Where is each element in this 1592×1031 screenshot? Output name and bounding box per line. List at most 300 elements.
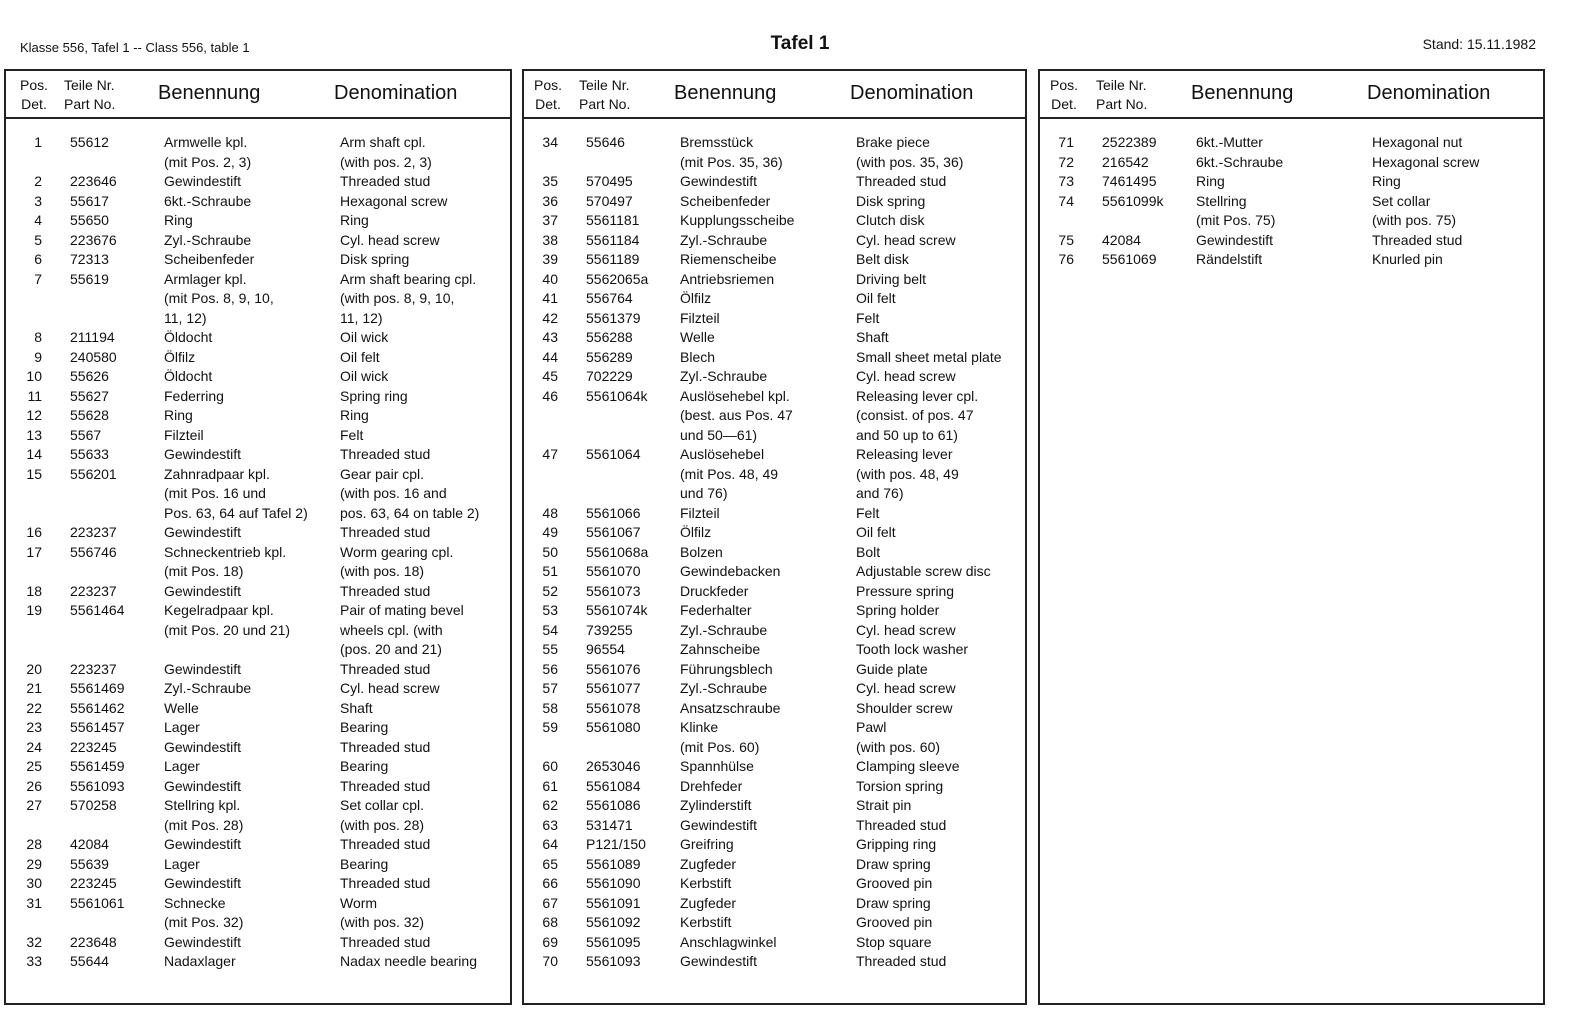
table-row [6,133,510,153]
part-cell: 5561086 [586,797,641,813]
benennung-cell: Blech [680,348,716,365]
part-cell: 7461495 [1102,173,1157,189]
pos-cell: 50 [542,543,558,560]
table-row [524,855,1025,875]
denomination-cell: Threaded stud [340,933,431,950]
pos-cell: 17 [26,543,42,560]
part-cell: 739255 [586,621,633,638]
part-cell: 570258 [70,797,117,813]
part-cell: 5561090 [586,875,641,891]
benennung-cell: 11, 12) [164,309,207,326]
table-row [6,718,510,738]
part-cell: 5561464 [70,602,125,618]
denomination-cell: Threaded stud [340,660,431,677]
benennung-cell: Filzteil [164,426,204,443]
part-cell: 223237 [70,660,117,677]
pos-cell: 18 [26,582,42,599]
denomination-cell: Bolt [856,543,881,560]
pos-cell: 25 [26,758,42,774]
benennung-cell: Zugfeder [680,894,737,911]
denomination-cell: Gripping ring [856,836,937,852]
benennung-cell: Drehfeder [680,777,743,794]
part-header: Teile Nr. Part No. [1096,77,1148,112]
table-row [524,231,1025,251]
benennung-cell: Kerbstift [680,875,732,891]
parts-panel-2 [522,69,1027,1005]
table-row [6,289,510,309]
denomination-cell: Releasing lever cpl. [856,387,979,404]
denomination-cell: Hexagonal screw [1372,153,1480,170]
part-cell: 5561077 [586,680,641,696]
part-cell: 5561181 [586,212,640,228]
page-title: Tafel 1 [770,33,830,54]
part-cell: 223245 [70,875,117,891]
denomination-cell: Set collar cpl. [340,797,425,813]
pos-cell: 76 [1058,251,1074,267]
table-row [6,406,510,426]
table-row [6,445,510,465]
panel-header [1040,71,1543,119]
benennung-cell: Auslösehebel kpl. [680,387,790,404]
part-cell: 5561084 [586,777,641,794]
part-cell: 5567 [70,426,102,443]
table-row [524,192,1025,212]
denomination-cell: 11, 12) [340,309,383,326]
part-cell: 556764 [586,290,633,306]
benennung-cell: Gewindestift [164,933,242,950]
table-row [524,153,1025,173]
part-cell: 55646 [586,134,625,150]
table-row [6,250,510,270]
denomination-cell: Grooved pin [856,914,933,930]
denomination-cell: Grooved pin [856,875,933,891]
denomination-cell: Small sheet metal plate [856,348,1002,365]
pos-cell: 19 [26,602,42,618]
table-row [1040,211,1543,231]
pos-cell: 8 [34,329,42,345]
pos-cell: 40 [542,270,558,287]
table-row [6,582,510,602]
table-row [6,211,510,231]
pos-cell: 16 [26,524,42,540]
denomination-cell: Spring ring [340,387,408,404]
benennung-cell: Ring [164,212,193,228]
denomination-cell: Felt [340,426,364,443]
pos-cell: 44 [542,348,558,365]
denomination-cell: Cyl. head screw [856,621,956,638]
part-cell: 5561078 [586,699,641,716]
benennung-cell: Zugfeder [680,855,737,872]
benennung-cell: Zahnscheibe [680,641,761,657]
pos-cell: 54 [542,621,558,638]
part-cell: 42084 [70,836,109,852]
denomination-cell: Draw spring [856,855,931,872]
benennung-cell: Kerbstift [680,914,732,930]
table-row [6,231,510,251]
table-row [524,894,1025,914]
pos-cell: 46 [542,387,558,404]
table-row [6,757,510,777]
benennung-cell: Armwelle kpl. [164,134,248,150]
pos-cell: 14 [26,446,42,462]
pos-cell: 10 [26,368,42,384]
table-row [6,796,510,816]
pos-cell: 21 [26,680,42,696]
denomination-cell: wheels cpl. (with [340,621,443,638]
denomination-cell: Threaded stud [340,173,431,189]
part-cell: 5561080 [586,719,641,735]
benennung-cell: Scheibenfeder [164,251,255,267]
part-cell: 42084 [1102,231,1141,248]
table-row [524,874,1025,894]
part-cell: 223676 [70,231,117,248]
part-cell: 55639 [70,855,109,872]
pos-cell: 35 [542,173,558,189]
table-row [524,270,1025,290]
benennung-cell: Druckfeder [680,582,749,599]
pos-cell: 24 [26,738,42,755]
part-cell: 5561184 [586,231,640,248]
part-cell: 211194 [70,329,115,345]
denomination-cell: Felt [856,504,880,521]
part-cell: 5561459 [70,758,125,774]
denomination-cell: Spring holder [856,602,940,618]
pos-cell: 51 [542,563,558,579]
benennung-cell: Ring [1196,173,1225,189]
table-row [6,309,510,329]
table-row [524,348,1025,368]
part-cell: P121/150 [586,836,646,852]
benennung-cell: Gewindestift [1196,231,1274,248]
denomination-cell: Set collar [1372,192,1431,209]
part-cell: 2653046 [586,758,641,774]
benennung-cell: (best. aus Pos. 47 [680,407,793,423]
denomination-cell: Disk spring [856,192,926,209]
part-cell: 55644 [70,953,109,969]
denomination-cell: Arm shaft bearing cpl. [340,270,477,287]
table-row [6,504,510,524]
table-row [524,933,1025,953]
part-cell: 5561067 [586,524,641,540]
pos-cell: 45 [542,368,558,384]
benennung-cell: Zyl.-Schraube [680,621,768,638]
table-row [524,328,1025,348]
benennung-cell: 6kt.-Schraube [1196,153,1284,170]
benennung-cell: Scheibenfeder [680,192,771,209]
denomination-cell: Bearing [340,855,389,872]
part-cell: 55650 [70,212,109,228]
table-row [524,640,1025,660]
table-row [524,484,1025,504]
part-cell: 55617 [70,192,109,209]
table-row [524,309,1025,329]
table-row [6,426,510,446]
benennung-cell: Armlager kpl. [164,270,247,287]
denomination-cell: Ring [340,212,369,228]
benennung-cell: 6kt.-Mutter [1196,134,1263,150]
denomination-header: Denomination [1367,82,1491,104]
benennung-cell: Spannhülse [680,758,754,774]
part-cell: 5561093 [70,777,125,794]
part-cell: 55633 [70,446,109,462]
denomination-cell: Pair of mating bevel [340,602,464,618]
part-cell: 5561093 [586,953,641,969]
benennung-cell: (mit Pos. 18) [164,563,244,579]
pos-cell: 2 [34,173,42,189]
denomination-cell: Threaded stud [340,738,431,755]
pos-cell: 66 [542,875,558,891]
table-row [6,601,510,621]
part-cell: 223245 [70,738,117,755]
denomination-cell: Bearing [340,758,389,774]
pos-cell: 48 [542,504,558,521]
benennung-cell: Zyl.-Schraube [680,368,768,384]
table-row [524,816,1025,836]
benennung-cell: Zylinderstift [680,797,752,813]
table-row [6,348,510,368]
table-row [6,933,510,953]
benennung-cell: Gewindestift [164,660,242,677]
denomination-cell: (with pos. 48, 49 [856,465,959,482]
table-row [524,367,1025,387]
denomination-cell: Nadax needle bearing [340,953,477,969]
pos-cell: 64 [542,836,558,852]
table-row [6,192,510,212]
denomination-cell: Hexagonal screw [340,192,448,209]
table-row [6,738,510,758]
denomination-cell: Gear pair cpl. [340,465,425,482]
denomination-cell: Bearing [340,719,389,735]
benennung-cell: Zyl.-Schraube [164,231,252,248]
table-row [6,172,510,192]
benennung-cell: Lager [164,719,200,735]
denomination-cell: Arm shaft cpl. [340,134,426,150]
pos-cell: 57 [542,680,558,696]
pos-cell: 49 [542,524,558,540]
table-row [524,250,1025,270]
denomination-cell: Guide plate [856,660,928,677]
panel-header [6,71,510,119]
benennung-cell: Welle [164,699,199,716]
benennung-cell: und 76) [680,485,728,501]
table-row [6,484,510,504]
denomination-cell: Adjustable screw disc [856,563,991,579]
part-header: Teile Nr. Part No. [579,77,631,112]
denomination-cell: Clutch disk [856,212,925,228]
benennung-cell: Kupplungsscheibe [680,212,795,228]
benennung-cell: Führungsblech [680,660,773,677]
benennung-cell: Filzteil [680,504,720,521]
denomination-cell: Ring [1372,173,1401,189]
denomination-cell: Cyl. head screw [340,231,440,248]
part-cell: 556746 [70,543,117,560]
pos-cell: 32 [26,933,42,950]
table-row [6,621,510,641]
part-cell: 5561091 [586,894,641,911]
table-row [524,738,1025,758]
denomination-cell: (with pos. 8, 9, 10, [340,290,455,306]
denomination-cell: Oil felt [340,348,380,365]
benennung-header: Benennung [1191,82,1294,104]
benennung-cell: (mit Pos. 8, 9, 10, [164,290,274,306]
denomination-cell: Shoulder screw [856,699,953,716]
table-row [1040,153,1543,173]
denomination-cell: Threaded stud [340,582,431,599]
table-row [524,601,1025,621]
part-cell: 570497 [586,192,633,209]
part-cell: 55628 [70,407,109,423]
part-cell: 5561457 [70,719,125,735]
pos-cell: 37 [542,212,558,228]
table-row [524,387,1025,407]
part-cell: 5561089 [586,855,641,872]
benennung-cell: Klinke [680,719,719,735]
benennung-cell: Zyl.-Schraube [680,680,768,696]
table-row [524,133,1025,153]
denomination-cell: Threaded stud [340,777,431,794]
denomination-cell: Hexagonal nut [1372,134,1463,150]
denomination-cell: Threaded stud [1372,231,1463,248]
denomination-cell: Pawl [856,719,887,735]
pos-cell: 22 [26,699,42,716]
pos-cell: 4 [34,212,42,228]
table-row [6,153,510,173]
benennung-cell: Rändelstift [1196,251,1263,267]
benennung-header: Benennung [158,82,261,104]
table-row [524,679,1025,699]
benennung-cell: Schneckentrieb kpl. [164,543,287,560]
denomination-cell: pos. 63, 64 on table 2) [340,504,480,521]
denomination-cell: Driving belt [856,270,927,287]
table-row [6,699,510,719]
benennung-cell: Federhalter [680,602,752,618]
part-header: Teile Nr. Part No. [64,77,116,112]
table-row [6,660,510,680]
part-cell: 96554 [586,641,625,657]
benennung-cell: Ölfilz [680,524,712,540]
part-cell: 5561069 [1102,251,1157,267]
part-cell: 5561099k [1102,192,1164,209]
denomination-cell: Threaded stud [856,953,947,969]
denomination-cell: Knurled pin [1372,251,1443,267]
pos-header: Pos. Det. [1049,77,1078,112]
benennung-cell: Anschlagwinkel [680,933,777,950]
table-row [6,328,510,348]
denomination-cell: Clamping sleeve [856,758,960,774]
panel-header [524,71,1025,119]
pos-cell: 72 [1058,153,1074,170]
table-row [6,270,510,290]
denomination-cell: Threaded stud [340,446,431,462]
denomination-cell: Shaft [340,699,373,716]
pos-cell: 70 [542,953,558,969]
denomination-cell: Oil felt [856,290,896,306]
denomination-cell: Releasing lever [856,446,953,462]
pos-cell: 36 [542,192,558,209]
denomination-header: Denomination [334,82,458,104]
denomination-cell: Cyl. head screw [856,368,956,384]
denomination-cell: Threaded stud [856,173,947,189]
pos-header: Pos. Det. [19,77,48,112]
benennung-cell: (mit Pos. 16 und [164,485,266,501]
table-row [524,172,1025,192]
benennung-cell: 6kt.-Schraube [164,192,252,209]
part-cell: 55619 [70,270,109,287]
table-row [524,699,1025,719]
benennung-cell: Gewindestift [164,738,242,755]
table-row [524,543,1025,563]
denomination-cell: Threaded stud [856,816,947,833]
rows [1040,133,1543,270]
benennung-cell: Filzteil [680,309,720,326]
part-cell: 5561379 [586,309,641,326]
part-cell: 702229 [586,368,633,384]
benennung-cell: Ölfilz [680,290,712,306]
table-row [524,913,1025,933]
denomination-cell: (consist. of pos. 47 [856,407,974,423]
denomination-cell: (with pos. 28) [340,816,425,833]
denomination-cell: Oil wick [340,329,389,345]
table-row [6,679,510,699]
benennung-cell: Öldocht [164,368,213,384]
denomination-cell: (pos. 20 and 21) [340,641,442,657]
header-date: Stand: 15.11.1982 [1422,36,1536,52]
header-left: Klasse 556, Tafel 1 -- Class 556, table 1 [20,40,250,55]
benennung-cell: Bremsstück [680,134,754,150]
denomination-cell: Pressure spring [856,582,955,599]
pos-cell: 59 [542,719,558,735]
table-row [524,504,1025,524]
denomination-cell: (with pos. 32) [340,914,425,930]
benennung-cell: Ölfilz [164,348,196,365]
part-cell: 5561076 [586,660,641,677]
pos-cell: 52 [542,582,558,599]
denomination-cell: Worm gearing cpl. [340,543,454,560]
table-row [524,406,1025,426]
benennung-cell: Zyl.-Schraube [680,231,768,248]
part-cell: 5561095 [586,933,641,950]
pos-cell: 73 [1058,173,1074,189]
part-cell: 240580 [70,348,117,365]
pos-cell: 3 [34,192,42,209]
benennung-cell: Gewindestift [164,777,242,794]
part-cell: 5561092 [586,914,641,930]
benennung-cell: Greifring [680,836,734,852]
benennung-cell: Gewindestift [164,836,242,852]
benennung-cell: Nadaxlager [164,953,236,969]
table-row [524,211,1025,231]
table-row [6,387,510,407]
part-cell: 5561061 [70,894,125,911]
part-cell: 55627 [70,387,109,404]
rows [6,133,510,972]
benennung-cell: Ansatzschraube [680,699,781,716]
benennung-cell: Bolzen [680,543,723,560]
part-cell: 55626 [70,368,109,384]
denomination-cell: (with pos. 60) [856,738,941,755]
benennung-cell: Gewindestift [164,875,242,891]
table-row [524,660,1025,680]
pos-cell: 69 [542,933,558,950]
table-row [524,952,1025,972]
benennung-cell: Schnecke [164,894,226,911]
table-row [524,621,1025,641]
benennung-cell: Riemenscheibe [680,251,777,267]
denomination-cell: Cyl. head screw [340,680,440,696]
rows [524,133,1025,972]
pos-cell: 68 [542,914,558,930]
pos-cell: 43 [542,329,558,345]
